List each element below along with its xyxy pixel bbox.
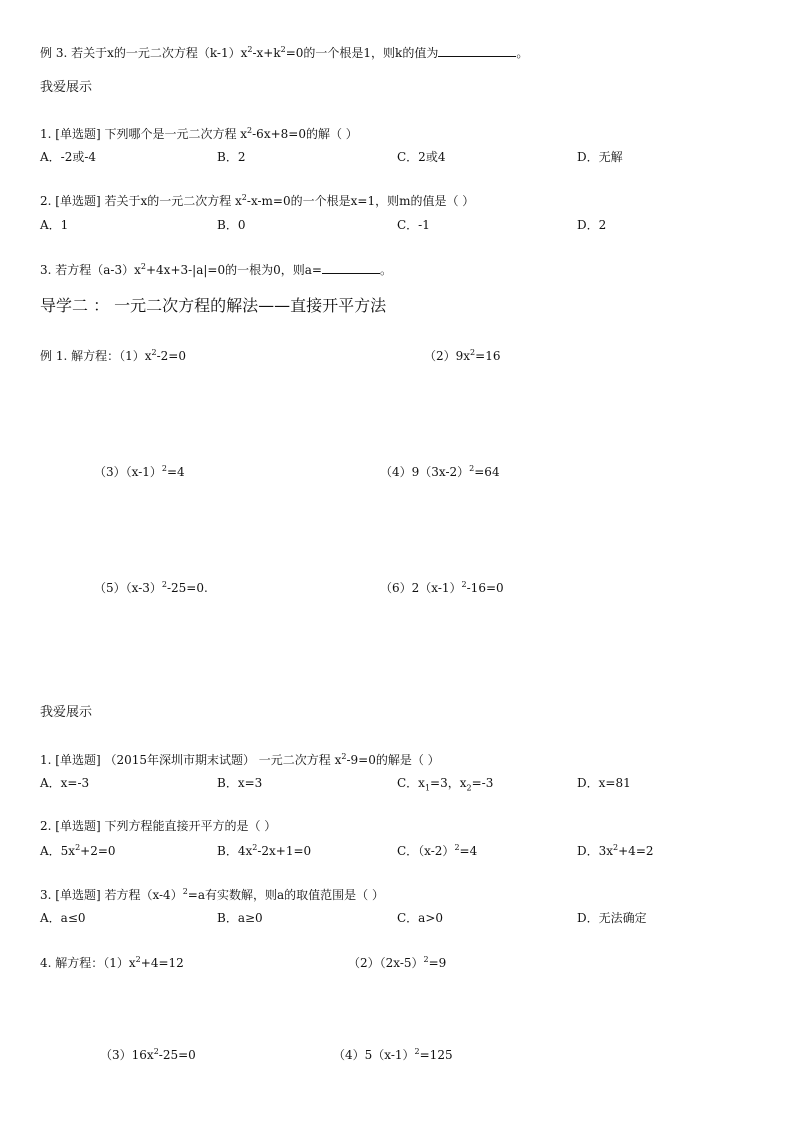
question-1-3: 3. 若方程$(a-3)x^2+4x+3-|a|=0$的一根为0，则a= 。 bbox=[40, 262, 392, 277]
question-2-4-part-4: $(4)5(x-1)^2=125$ bbox=[333, 1047, 453, 1062]
question-2-4-part-3: $(3)16x^2-25=0$ bbox=[100, 1047, 196, 1062]
option-c[interactable]: C．a>0 bbox=[397, 911, 444, 925]
option-c[interactable]: C．2或4 bbox=[397, 150, 446, 164]
example-1-part-1: 例 1. 解方程：$(1)x^2-2=0$ bbox=[40, 348, 186, 363]
question-2-1: 1. [单选题] （2015年深圳市期末试题） 一元二次方程 $x^2-9=0$的解是（ ） bbox=[40, 752, 440, 767]
section-title-show-2: 我爱展示 bbox=[40, 705, 93, 720]
option-a[interactable]: A．a≤0 bbox=[40, 911, 86, 925]
option-d[interactable]: D．x=81 bbox=[577, 776, 631, 790]
question-2-3: 3. [单选题] 若方程$(x-4)^2=a$有实数解，则a的取值范围是（ ） bbox=[40, 887, 384, 902]
option-c[interactable]: C．$(x-2)^2=4$ bbox=[397, 843, 478, 858]
option-a[interactable]: A．-2或-4 bbox=[40, 150, 97, 164]
option-d[interactable]: D．无法确定 bbox=[577, 911, 647, 925]
option-d[interactable]: D．无解 bbox=[577, 150, 623, 164]
option-c[interactable]: C．-1 bbox=[397, 218, 430, 232]
example-1-part-4: $(4)9(3x-2)^2=64$ bbox=[380, 464, 500, 479]
question-2-4-part-2: $(2)(2x-5)^2=9$ bbox=[348, 955, 447, 970]
option-b[interactable]: B．$4x^2-2x+1=0$ bbox=[217, 843, 312, 858]
option-a[interactable]: A．$5x^2+2=0$ bbox=[40, 843, 116, 858]
option-b[interactable]: B．a≥0 bbox=[217, 911, 263, 925]
answer-blank[interactable] bbox=[322, 261, 380, 274]
question-2-2: 2. [单选题] 下列方程能直接开平方的是（ ） bbox=[40, 819, 277, 833]
example-1-part-6: $(6)2(x-1)^2-16=0$ bbox=[380, 580, 504, 595]
option-a[interactable]: A．x=-3 bbox=[40, 776, 90, 790]
option-b[interactable]: B．x=3 bbox=[217, 776, 263, 790]
question-1-2: 2. [单选题] 若关于x的一元二次方程 $x^2-x-m=0$的一个根是x=1，则m的值是（ ） bbox=[40, 193, 475, 208]
question-2-4-part-1: 4. 解方程：$(1)x^2+4=12$ bbox=[40, 955, 184, 970]
section-title-show-1: 我爱展示 bbox=[40, 80, 93, 95]
option-b[interactable]: B．2 bbox=[217, 150, 246, 164]
question-1-1: 1. [单选题] 下列哪个是一元二次方程 $x^2-6x+8=0$的解（ ） bbox=[40, 126, 358, 141]
option-c[interactable]: C．$x_1=3$，$x_2=-3$ bbox=[397, 776, 494, 793]
example-1-part-2: $(2)9x^2=16$ bbox=[424, 348, 501, 363]
answer-blank[interactable] bbox=[438, 44, 516, 57]
guide-2-heading: 导学二 ： 一元二次方程的解法——直接开平方法 bbox=[40, 296, 387, 315]
example-1-part-3: $(3)(x-1)^2=4$ bbox=[94, 464, 185, 479]
option-a[interactable]: A．1 bbox=[40, 218, 69, 232]
example-3: 例 3. 若关于x的一元二次方程$(k-1)x^2-x+k^2=0$的一个根是1，则k的值为 。 bbox=[40, 45, 529, 60]
option-b[interactable]: B．0 bbox=[217, 218, 246, 232]
option-d[interactable]: D．$3x^2+4=2$ bbox=[577, 843, 654, 858]
example-1-part-5: $(5)(x-3)^2-25=0$. bbox=[94, 580, 208, 595]
option-d[interactable]: D．2 bbox=[577, 218, 607, 232]
